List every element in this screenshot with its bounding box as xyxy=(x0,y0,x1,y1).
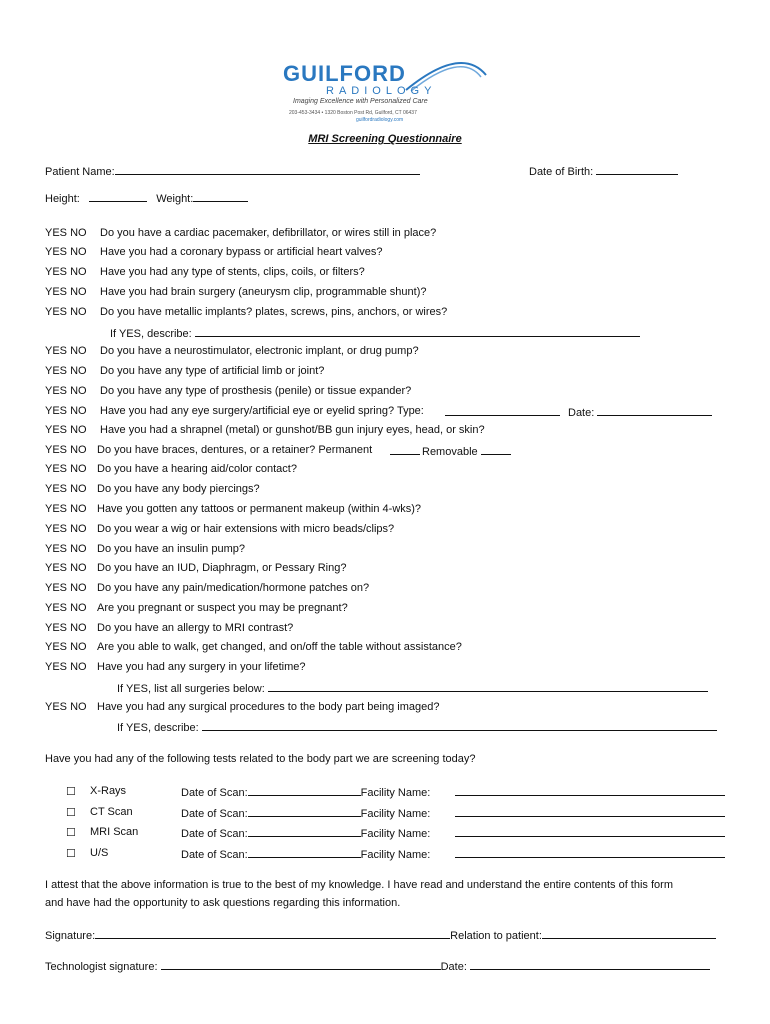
question-text: Are you able to walk, get changed, and on/off the table without assistance? xyxy=(97,641,462,653)
eye-date-row xyxy=(568,405,712,419)
date-of-scan-field[interactable] xyxy=(248,806,361,817)
height-weight-row xyxy=(45,191,248,205)
facility-field[interactable] xyxy=(455,836,725,837)
yes-no-option[interactable]: YES NO xyxy=(45,405,87,417)
patient-name-field[interactable] xyxy=(115,164,420,175)
yes-no-option[interactable]: YES NO xyxy=(45,365,87,377)
signature-field[interactable] xyxy=(95,928,450,939)
question-text: Do you wear a wig or hair extensions with micro beads/clips? xyxy=(97,523,395,535)
facility-label: Facility Name: xyxy=(360,828,431,840)
yes-no-option[interactable]: YES NO xyxy=(45,543,87,555)
tech-signature-row xyxy=(45,959,710,973)
procedures-describe-row xyxy=(117,720,717,734)
facility-label: Facility Name: xyxy=(360,808,431,820)
yes-no-option[interactable]: YES NO xyxy=(45,661,87,673)
date-of-scan-label: Date of Scan: xyxy=(181,849,248,861)
facility-field[interactable] xyxy=(455,795,725,796)
facility-label: Facility Name: xyxy=(360,849,431,861)
tests-question: Have you had any of the following tests related to the body part we are screening today? xyxy=(45,753,476,765)
yes-no-option[interactable]: YES NO xyxy=(45,444,87,456)
question-text: Do you have any type of prosthesis (penile) or tissue expander? xyxy=(100,385,412,397)
yes-no-option[interactable]: YES NO xyxy=(45,306,87,318)
yes-no-option[interactable]: YES NO xyxy=(45,602,87,614)
if-yes-describe-label: If YES, describe: xyxy=(117,722,199,734)
logo-sub: RADIOLOGY xyxy=(326,85,437,97)
date-of-scan-label: Date of Scan: xyxy=(181,828,248,840)
test-checkbox[interactable]: ☐ xyxy=(66,848,76,860)
test-name: CT Scan xyxy=(90,806,133,818)
test-checkbox[interactable]: ☐ xyxy=(66,827,76,839)
yes-no-option[interactable]: YES NO xyxy=(45,641,87,653)
question-text: Have you gotten any tattoos or permanent makeup (within 4-wks)? xyxy=(97,503,422,515)
date-of-scan-field[interactable] xyxy=(248,847,361,858)
date-of-scan-row xyxy=(181,785,430,799)
question-text: Have you had any eye surgery/artificial eye or eyelid spring? Type: xyxy=(100,405,424,417)
tech-signature-label: Technologist signature: xyxy=(45,961,158,973)
question-text: Do you have any type of artificial limb or joint? xyxy=(100,365,325,377)
date-of-scan-label: Date of Scan: xyxy=(181,787,248,799)
facility-field[interactable] xyxy=(455,816,725,817)
procedures-describe-field[interactable] xyxy=(202,720,717,731)
guilford-logo xyxy=(281,55,491,125)
question-text: Do you have a hearing aid/color contact? xyxy=(97,463,297,475)
implant-describe-row xyxy=(110,326,640,340)
yes-no-option[interactable]: YES NO xyxy=(45,483,87,495)
yes-no-option[interactable]: YES NO xyxy=(45,266,87,278)
question-text: Do you have braces, dentures, or a retainer? Permanent xyxy=(97,444,373,456)
surgeries-field[interactable] xyxy=(268,681,708,692)
logo-address: 203-453-3434 • 1320 Boston Post Rd, Guilford, CT 06437 xyxy=(289,110,417,116)
patient-name-label: Patient Name: xyxy=(45,166,115,178)
yes-no-option[interactable]: YES NO xyxy=(45,385,87,397)
relation-field[interactable] xyxy=(542,928,716,939)
logo-tagline: Imaging Excellence with Personalized Care xyxy=(293,98,428,105)
date-of-scan-field[interactable] xyxy=(248,826,361,837)
test-name: U/S xyxy=(90,847,109,859)
list-surgeries-label: If YES, list all surgeries below: xyxy=(117,683,265,695)
weight-label: Weight: xyxy=(156,193,194,205)
weight-field[interactable] xyxy=(193,191,248,202)
attest-line-1: I attest that the above information is true to the best of my knowledge. I have read and understand the entire contents of this form xyxy=(45,879,673,891)
yes-no-option[interactable]: YES NO xyxy=(45,582,87,594)
implant-describe-field[interactable] xyxy=(195,326,640,337)
eye-date-label: Date: xyxy=(568,407,595,419)
yes-no-option[interactable]: YES NO xyxy=(45,227,87,239)
signature-label: Signature: xyxy=(45,930,96,942)
question-text: Do you have any body piercings? xyxy=(97,483,260,495)
patient-name-row xyxy=(45,164,420,178)
yes-no-option[interactable]: YES NO xyxy=(45,523,87,535)
question-text: Have you had a shrapnel (metal) or gunshot/BB gun injury eyes, head, or skin? xyxy=(100,424,485,436)
question-text: Do you have an allergy to MRI contrast? xyxy=(97,622,294,634)
question-text: Are you pregnant or suspect you may be pregnant? xyxy=(97,602,348,614)
date-of-scan-label: Date of Scan: xyxy=(181,808,248,820)
attest-line-2: and have had the opportunity to ask questions regarding this information. xyxy=(45,897,401,909)
yes-no-option[interactable]: YES NO xyxy=(45,701,87,713)
permanent-field[interactable] xyxy=(390,444,420,458)
yes-no-option[interactable]: YES NO xyxy=(45,286,87,298)
question-text: Do you have an insulin pump? xyxy=(97,543,245,555)
date-of-scan-row xyxy=(181,826,430,840)
question-text: Do you have a neurostimulator, electronic implant, or drug pump? xyxy=(100,345,419,357)
question-text: Do you have metallic implants? plates, screws, pins, anchors, or wires? xyxy=(100,306,448,318)
question-text: Do you have a cardiac pacemaker, defibrillator, or wires still in place? xyxy=(100,227,437,239)
dob-field[interactable] xyxy=(596,164,678,175)
eye-type-field[interactable] xyxy=(445,405,560,419)
dob-label: Date of Birth: xyxy=(529,166,594,178)
test-name: X-Rays xyxy=(90,785,127,797)
question-text: Do you have any pain/medication/hormone patches on? xyxy=(97,582,370,594)
date-of-scan-field[interactable] xyxy=(248,785,361,796)
removable-label: Removable xyxy=(422,446,478,458)
yes-no-option[interactable]: YES NO xyxy=(45,622,87,634)
question-text: Have you had any surgical procedures to the body part being imaged? xyxy=(97,701,440,713)
removable-row xyxy=(422,444,511,458)
removable-field[interactable] xyxy=(481,444,511,455)
height-label: Height: xyxy=(45,193,80,205)
yes-no-option[interactable]: YES NO xyxy=(45,562,87,574)
question-text: Have you had brain surgery (aneurysm clip, programmable shunt)? xyxy=(100,286,427,298)
test-checkbox[interactable]: ☐ xyxy=(66,807,76,819)
surgeries-row xyxy=(117,681,708,695)
height-field[interactable] xyxy=(89,191,147,202)
relation-label: Relation to patient: xyxy=(450,930,542,942)
facility-label: Facility Name: xyxy=(360,787,431,799)
test-name: MRI Scan xyxy=(90,826,139,838)
yes-no-option[interactable]: YES NO xyxy=(45,345,87,357)
page-title: MRI Screening Questionnaire xyxy=(308,133,462,145)
yes-no-option[interactable]: YES NO xyxy=(45,503,87,515)
tech-signature-field[interactable] xyxy=(161,959,441,970)
question-text: Do you have an IUD, Diaphragm, or Pessary Ring? xyxy=(97,562,347,574)
tech-date-field[interactable] xyxy=(470,959,710,970)
yes-no-option[interactable]: YES NO xyxy=(45,463,87,475)
date-of-scan-row xyxy=(181,806,430,820)
logo-name: GUILFORD xyxy=(283,61,406,86)
question-text: Have you had a coronary bypass or artificial heart valves? xyxy=(100,246,383,258)
yes-no-option[interactable]: YES NO xyxy=(45,424,87,436)
facility-field[interactable] xyxy=(455,857,725,858)
question-text: Have you had any surgery in your lifetime? xyxy=(97,661,306,673)
question-text: Have you had any type of stents, clips, coils, or filters? xyxy=(100,266,365,278)
dob-row xyxy=(529,164,678,178)
logo-website: guilfordradiology.com xyxy=(356,117,404,123)
tech-date-label: Date: xyxy=(440,961,467,973)
test-checkbox[interactable]: ☐ xyxy=(66,786,76,798)
yes-no-option[interactable]: YES NO xyxy=(45,246,87,258)
signature-row xyxy=(45,928,716,942)
date-of-scan-row xyxy=(181,847,430,861)
if-yes-describe-label: If YES, describe: xyxy=(110,328,192,340)
eye-date-field[interactable] xyxy=(597,405,712,416)
